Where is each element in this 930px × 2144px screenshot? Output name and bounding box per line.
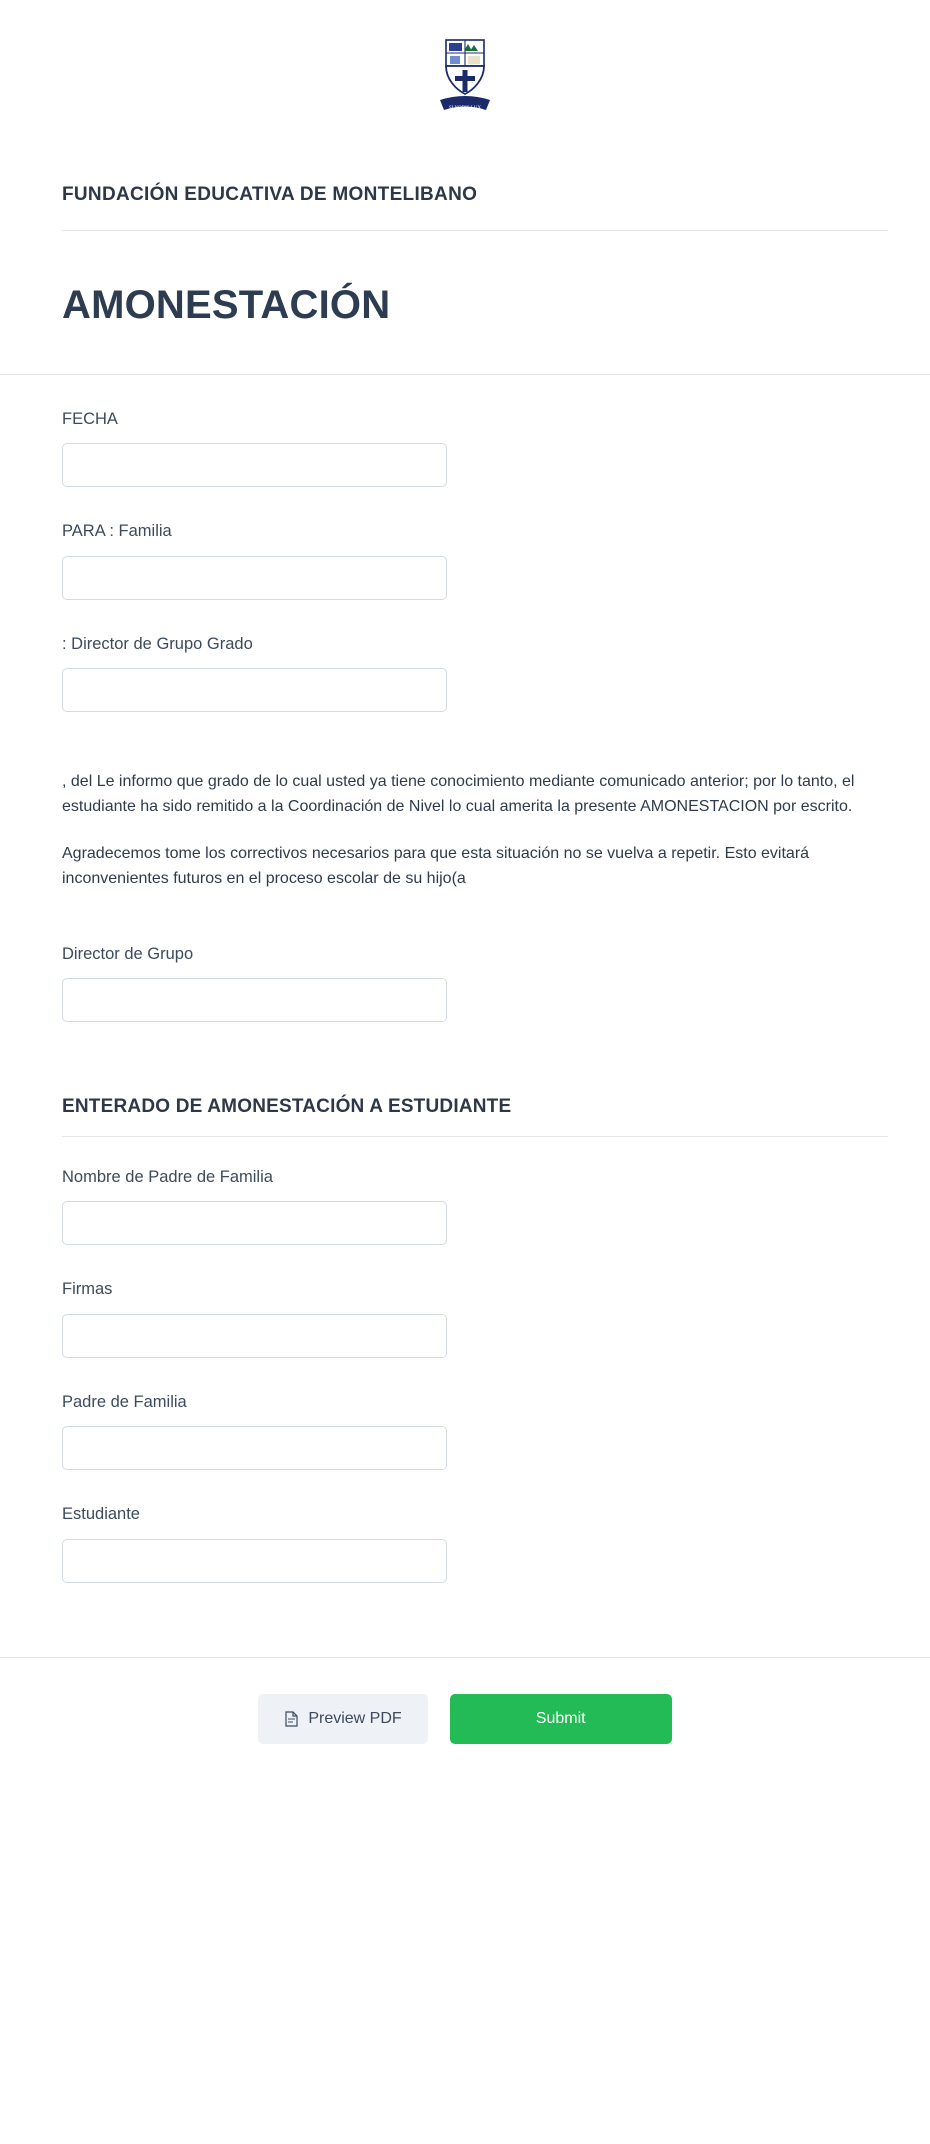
organization-header bbox=[62, 184, 888, 231]
school-crest-icon bbox=[434, 38, 496, 124]
field-label-director-grupo-grado: : Director de Grupo Grado bbox=[62, 634, 253, 653]
field-label-firmas: Firmas bbox=[62, 1280, 113, 1299]
footer-actions bbox=[0, 1658, 930, 1784]
field-fecha bbox=[62, 409, 868, 487]
preview-pdf-button[interactable] bbox=[258, 1694, 427, 1744]
organization-name: FUNDACIÓN EDUCATIVA DE MONTELIBANO bbox=[62, 184, 478, 205]
body-text bbox=[0, 746, 930, 913]
field-nombre-padre-familia bbox=[62, 1167, 868, 1245]
section-header bbox=[62, 1096, 888, 1137]
field-director-grupo-grado bbox=[62, 634, 868, 712]
svg-text:SI NOBIS LUX: SI NOBIS LUX bbox=[448, 106, 482, 111]
field-firmas bbox=[62, 1279, 868, 1357]
section-fields bbox=[0, 1137, 930, 1617]
director-field-group bbox=[0, 914, 930, 1056]
field-para-familia bbox=[62, 521, 868, 599]
fecha-input[interactable] bbox=[62, 443, 447, 487]
paragraph-1: , del Le informo que grado de lo cual usted ya tiene conocimiento mediante comunicado anterior; por lo tanto, el estudiante ha sido remitido a la Coordinación de Nivel lo cual amerita la presente AMONESTACION por escrito. bbox=[62, 773, 855, 816]
director-de-grupo-input[interactable] bbox=[62, 978, 447, 1022]
director-grupo-grado-input[interactable] bbox=[62, 668, 447, 712]
top-fields bbox=[0, 375, 930, 746]
field-label-director-de-grupo: Director de Grupo bbox=[62, 944, 194, 963]
field-label-estudiante: Estudiante bbox=[62, 1505, 140, 1524]
field-estudiante bbox=[62, 1504, 868, 1582]
field-label-padre-de-familia: Padre de Familia bbox=[62, 1392, 187, 1411]
field-label-para-familia: PARA : Familia bbox=[62, 522, 172, 541]
preview-pdf-label: Preview PDF bbox=[308, 1709, 402, 1727]
page-title-block bbox=[62, 283, 930, 374]
firmas-input[interactable] bbox=[62, 1314, 447, 1358]
field-label-fecha: FECHA bbox=[62, 410, 118, 428]
pdf-icon bbox=[284, 1711, 299, 1727]
logo-area bbox=[0, 0, 930, 124]
field-label-nombre-padre-familia: Nombre de Padre de Familia bbox=[62, 1167, 273, 1186]
field-director-de-grupo bbox=[62, 944, 868, 1022]
para-familia-input[interactable] bbox=[62, 556, 447, 600]
estudiante-input[interactable] bbox=[62, 1539, 447, 1583]
submit-button[interactable]: Submit bbox=[450, 1694, 672, 1744]
paragraph-2: Agradecemos tome los correctivos necesarios para que esta situación no se vuelva a repetir. Esto evitará inconvenientes futuros en el proceso escolar de su hijo(a bbox=[62, 844, 810, 887]
page-title: AMONESTACIÓN bbox=[62, 283, 391, 327]
nombre-padre-familia-input[interactable] bbox=[62, 1201, 447, 1245]
field-padre-de-familia bbox=[62, 1392, 868, 1470]
section-title: ENTERADO DE AMONESTACIÓN A ESTUDIANTE bbox=[62, 1095, 512, 1117]
padre-de-familia-input[interactable] bbox=[62, 1426, 447, 1470]
